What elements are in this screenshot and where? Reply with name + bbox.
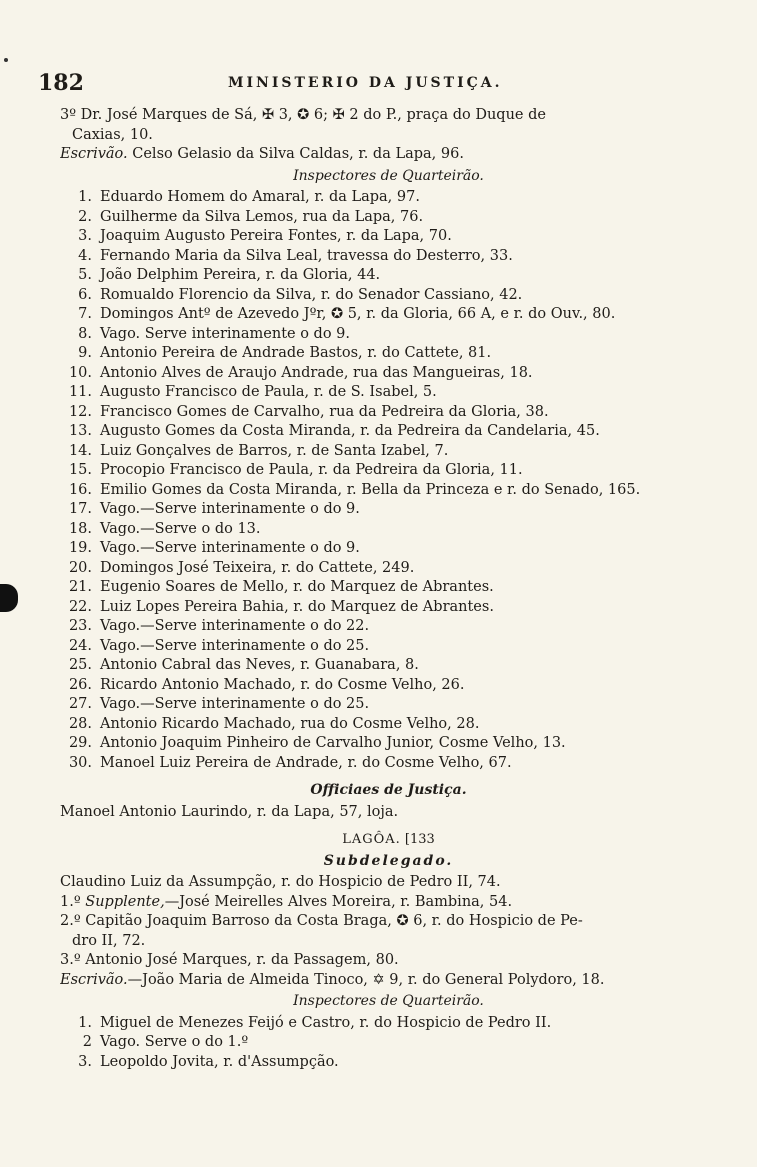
inspector-text: Augusto Gomes da Costa Miranda, r. da Pedreira da Candelaria, 45.	[100, 423, 600, 439]
inspector-entry	[60, 422, 717, 442]
inspector-entry	[60, 305, 717, 325]
inspector-entry	[60, 383, 717, 403]
inspector-text: Antonio Alves de Araujo Andrade, rua das Mangueiras, 18.	[100, 364, 533, 381]
inspector-text: Vago. Serve interinamente o do 9.	[100, 325, 351, 342]
inspector-number: 19.	[68, 540, 92, 556]
inspector-entry	[60, 461, 717, 481]
inspector-number: 9.	[78, 345, 92, 361]
margin-dot-mark	[4, 58, 8, 62]
inspector-entry	[60, 227, 717, 247]
subdelegado-line-5: 3.º Antonio José Marques, r. da Passagem, 80.	[60, 952, 399, 968]
page-number: 182	[38, 70, 84, 96]
page-header	[38, 70, 697, 100]
inspector-text: Domingos José Teixeira, r. do Cattete, 249.	[100, 559, 415, 576]
subdelegado-line-4: dro II, 72.	[72, 932, 146, 949]
inspector-text: Emilio Gomes da Costa Miranda, r. Bella da Princeza e r. do Senado, 165.	[100, 481, 641, 498]
escrivao2-text: —João Maria de Almeida Tinoco, ✡ 9, r. do General Polydoro, 18.	[127, 971, 605, 988]
inspector-number: 30.	[68, 754, 92, 771]
inspector-entry	[60, 286, 717, 306]
inspector-text: Vago.—Serve o do 13.	[100, 520, 261, 537]
third-delegate-line: 3º Dr. José Marques de Sá, ✠ 3, ✪ 6; ✠ 2 do P., praça do Duque de	[60, 107, 546, 123]
inspector-number: 27.	[68, 696, 92, 712]
inspector2-text: Vago. Serve o do 1.º	[100, 1034, 249, 1050]
subdelegado-line-3: 2.º Capitão Joaquim Barroso da Costa Braga, ✪ 6, r. do Hospicio de Pe-	[60, 913, 583, 929]
inspector-number: 3.	[78, 228, 92, 244]
inspector-text: Antonio Pereira de Andrade Bastos, r. do Cattete, 81.	[100, 345, 492, 361]
inspector-entry	[60, 715, 717, 735]
inspector-number: 16.	[68, 481, 92, 498]
inspector-entry	[60, 578, 717, 598]
inspector-number: 29.	[68, 735, 92, 751]
inspector-text: Eduardo Homem do Amaral, r. da Lapa, 97.	[100, 189, 420, 205]
inspector-entry	[60, 559, 717, 579]
inspector-number: 20.	[68, 559, 92, 576]
inspector-number: 4.	[78, 247, 92, 264]
inspector-number: 17.	[68, 501, 92, 517]
inspector-number: 6.	[78, 286, 92, 303]
supplente-label: Supplente,	[85, 893, 165, 910]
inspector-number: 22.	[68, 598, 92, 615]
inspector-text: Vago.—Serve interinamente o do 22.	[100, 618, 370, 634]
inspector-text: Vago.—Serve interinamente o do 25.	[100, 637, 370, 654]
inspector-entry	[60, 520, 717, 540]
inspector-number: 11.	[68, 384, 92, 400]
officiaes-line: Manoel Antonio Laurindo, r. da Lapa, 57, loja.	[60, 803, 399, 820]
inspector-text: Vago.—Serve interinamente o do 9.	[100, 540, 360, 556]
inspector-text: Augusto Francisco de Paula, r. de S. Isabel, 5.	[100, 384, 437, 400]
inspector-number: 12.	[68, 403, 92, 420]
inspector-number: 25.	[68, 657, 92, 673]
escrivao2-line	[60, 971, 717, 991]
inspector-number: 14.	[68, 442, 92, 459]
escrivao2-label: Escrivão.	[60, 971, 128, 988]
inspector-number: 1.	[78, 189, 92, 205]
inspector2-entry	[60, 1033, 717, 1053]
inspector2-number: 1.	[78, 1014, 92, 1031]
inspector-text: Manoel Luiz Pereira de Andrade, r. do Cosme Velho, 67.	[100, 754, 512, 771]
inspector-text: Antonio Joaquim Pinheiro de Carvalho Junior, Cosme Velho, 13.	[100, 735, 566, 751]
inspector-entry	[60, 364, 717, 384]
inspector-entry	[60, 403, 717, 423]
inspector-text: Ricardo Antonio Machado, r. do Cosme Velho, 26.	[100, 676, 465, 693]
running-title: MINISTERIO DA JUSTIÇA.	[228, 75, 503, 91]
escrivao-label: Escrivão.	[60, 146, 128, 162]
officiaes-heading: Officiaes de Justiça.	[310, 782, 467, 798]
inspector-text: Romualdo Florencio da Silva, r. do Senador Cassiano, 42.	[100, 286, 523, 303]
inspector-number: 28.	[68, 715, 92, 732]
inspector-number: 5.	[78, 267, 92, 283]
inspector-text: Vago.—Serve interinamente o do 9.	[100, 501, 360, 517]
inspector-entry	[60, 695, 717, 715]
inspector-text: Procopio Francisco de Paula, r. da Pedreira da Gloria, 11.	[100, 462, 523, 478]
subdelegado-line-2	[60, 893, 717, 913]
inspectores2-heading: Inspectores de Quarteirão.	[293, 993, 484, 1009]
inspector-text: Guilherme da Silva Lemos, rua da Lapa, 76.	[100, 208, 424, 225]
inspector2-entry	[60, 1014, 717, 1034]
subdelegado-heading: Subdelegado.	[323, 852, 454, 869]
inspector-entry	[60, 539, 717, 559]
supplente-text: —José Meirelles Alves Moreira, r. Bambina, 54.	[164, 893, 513, 910]
inspector-number: 21.	[68, 579, 92, 595]
inspector-text: João Delphim Pereira, r. da Gloria, 44.	[100, 267, 381, 283]
inspector-entry	[60, 637, 717, 657]
inspector-number: 18.	[68, 520, 92, 537]
escrivao-text: Celso Gelasio da Silva Caldas, r. da Lapa, 96.	[132, 146, 464, 162]
inspector-entry	[60, 325, 717, 345]
inspector-entry	[60, 676, 717, 696]
lagoa-ref: [133	[404, 832, 435, 847]
supplente-number: 1.º	[60, 893, 81, 910]
inspector-text: Eugenio Soares de Mello, r. do Marquez de Abrantes.	[100, 579, 494, 595]
inspector-entry	[60, 734, 717, 754]
inspector-number: 15.	[68, 462, 92, 478]
inspector-text: Luiz Lopes Pereira Bahia, r. do Marquez de Abrantes.	[100, 598, 494, 615]
inspector-number: 23.	[68, 618, 92, 634]
inspector-text: Antonio Ricardo Machado, rua do Cosme Velho, 28.	[100, 715, 480, 732]
inspector-number: 2.	[78, 208, 92, 225]
inspector-number: 8.	[78, 325, 92, 342]
inspector-text: Fernando Maria da Silva Leal, travessa do Desterro, 33.	[100, 247, 513, 264]
inspector-text: Antonio Cabral das Neves, r. Guanabara, 8.	[100, 657, 419, 673]
inspector-entry	[60, 266, 717, 286]
inspector-entry	[60, 344, 717, 364]
inspector-number: 26.	[68, 676, 92, 693]
inspector-entry	[60, 656, 717, 676]
inspector-text: Vago.—Serve interinamente o do 25.	[100, 696, 370, 712]
inspector-entry	[60, 188, 717, 208]
inspector-number: 10.	[68, 364, 92, 381]
inspector2-text: Miguel de Menezes Feijó e Castro, r. do Hospicio de Pedro II.	[100, 1014, 552, 1031]
inspector-number: 13.	[68, 423, 92, 439]
subdelegado-line-1: Claudino Luiz da Assumpção, r. do Hospicio de Pedro II, 74.	[60, 874, 501, 890]
lagoa-heading	[60, 830, 717, 850]
inspectores2-list	[60, 1014, 717, 1073]
inspector-number: 7.	[78, 306, 92, 322]
inspectores-heading: Inspectores de Quarteirão.	[293, 167, 484, 184]
inspector-text: Domingos Antº de Azevedo Jºr, ✪ 5, r. da Gloria, 66 A, e r. do Ouv., 80.	[100, 306, 616, 322]
ink-blot-mark	[0, 584, 18, 612]
inspector-number: 24.	[68, 637, 92, 654]
page-content	[60, 106, 717, 1072]
spacer	[60, 773, 717, 779]
inspector-entry	[60, 617, 717, 637]
escrivao-line	[60, 145, 717, 165]
inspector-entry	[60, 442, 717, 462]
inspector2-entry	[60, 1053, 717, 1073]
inspector-entry	[60, 208, 717, 228]
inspector-text: Francisco Gomes de Carvalho, rua da Pedreira da Gloria, 38.	[100, 403, 549, 420]
inspector-text: Luiz Gonçalves de Barros, r. de Santa Izabel, 7.	[100, 442, 449, 459]
inspector2-number: 2	[82, 1034, 92, 1050]
inspectores-list	[60, 188, 717, 773]
inspector-entry	[60, 754, 717, 774]
inspector-entry	[60, 247, 717, 267]
inspector-entry	[60, 598, 717, 618]
inspector-entry	[60, 481, 717, 501]
inspector2-number: 3.	[78, 1053, 92, 1070]
inspector-entry	[60, 500, 717, 520]
inspector2-text: Leopoldo Jovita, r. d'Assumpção.	[100, 1053, 339, 1070]
lagoa-name: LAGÔA.	[342, 832, 401, 847]
inspector-text: Joaquim Augusto Pereira Fontes, r. da Lapa, 70.	[100, 228, 452, 244]
third-delegate-line-cont: Caxias, 10.	[72, 126, 153, 143]
